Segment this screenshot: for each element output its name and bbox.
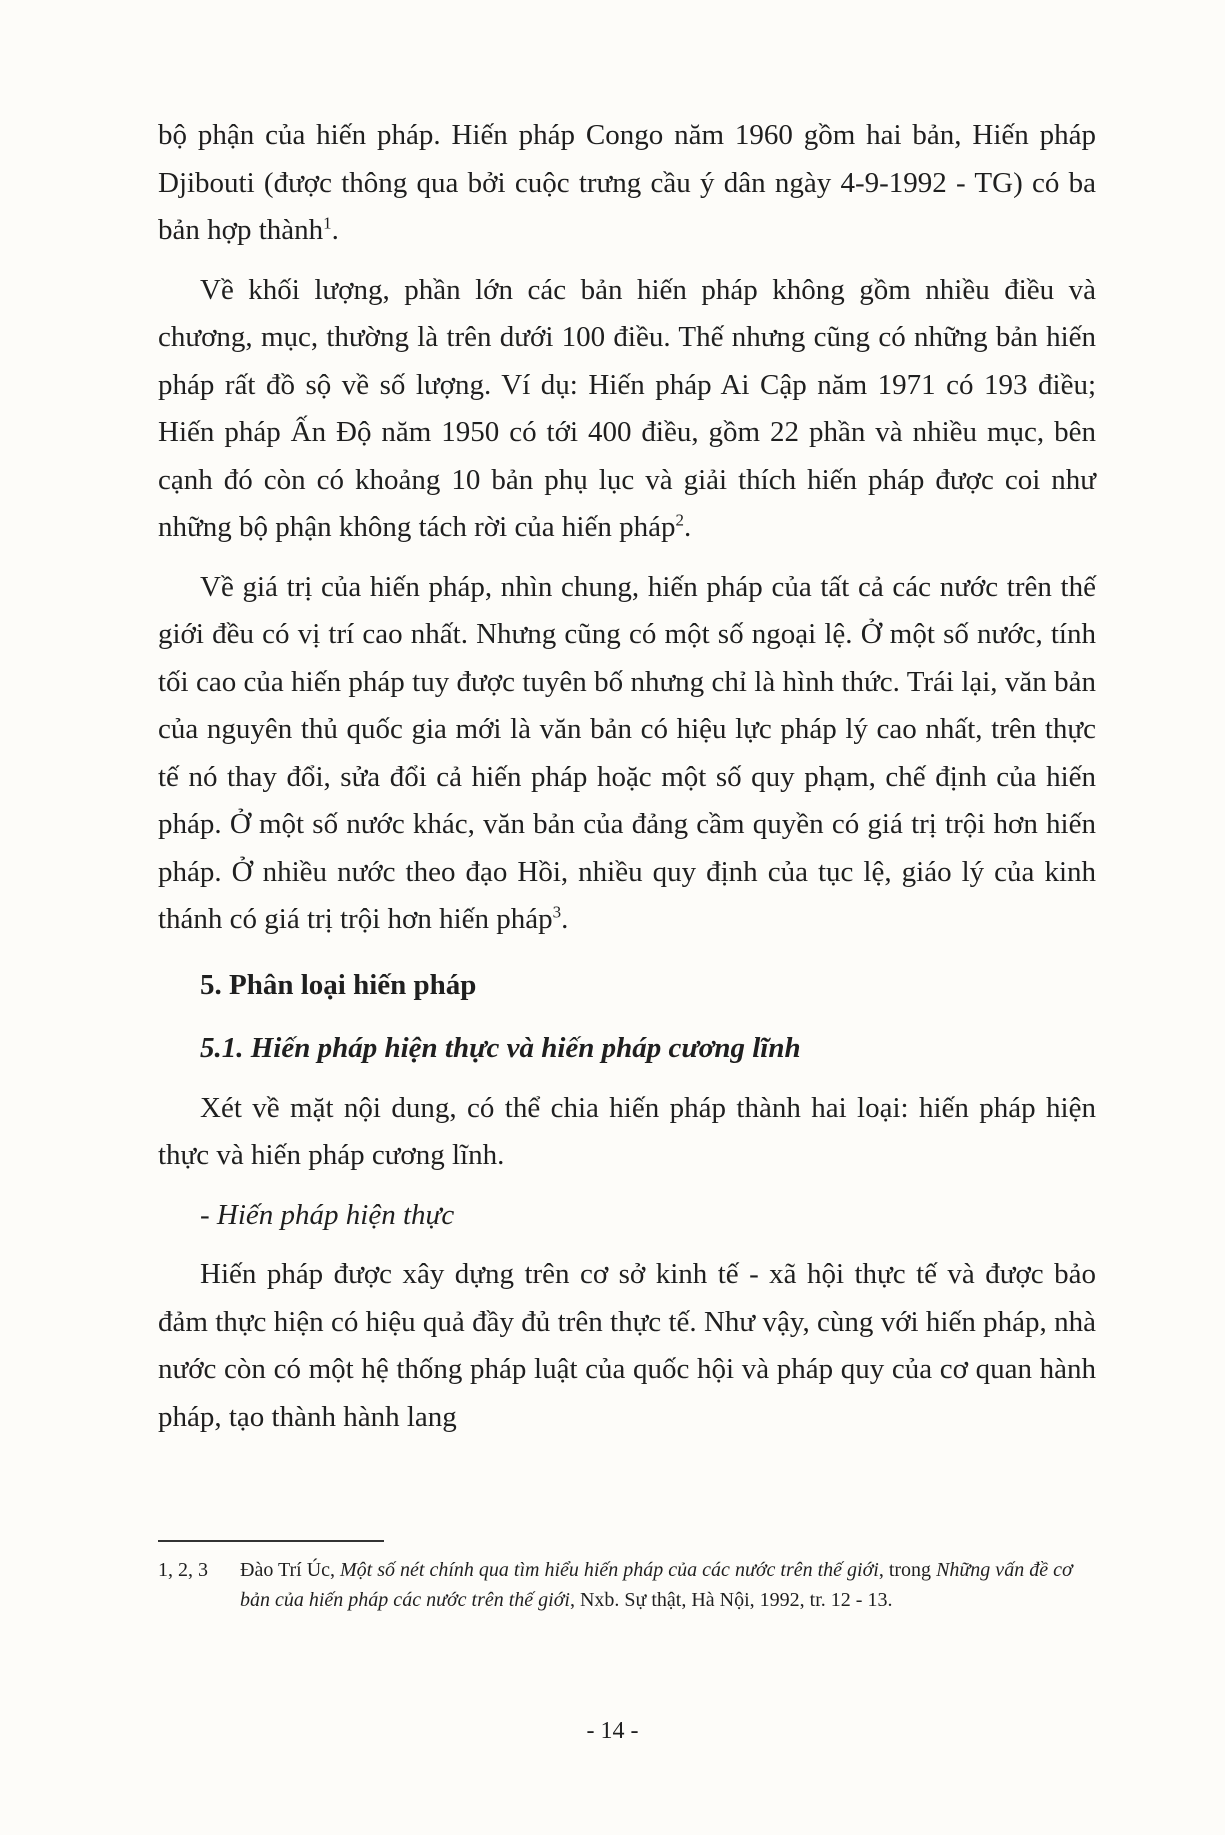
footnote-marks: 1, 2, 3 (158, 1559, 208, 1581)
footnote-text: Đào Trí Úc, Một số nét chính qua tìm hiểu hiến pháp của các nước trên thế giới, trong Những vấn đề cơ bản của hiến pháp các nước trên thế giới, Nxb. Sự thật, Hà Nội, 1992, tr. 12 - 13. (240, 1559, 1073, 1611)
page-number: - 14 - (586, 1718, 639, 1744)
subsection-heading: 5.1. Hiến pháp hiện thực và hiến pháp cương lĩnh (200, 1032, 801, 1064)
footnote-entry (158, 1555, 1093, 1615)
list-item-heading: - Hiến pháp hiện thực (200, 1198, 455, 1231)
footnote-ref-1: 1 (323, 213, 332, 233)
paragraph-content: Xét về mặt nội dung, có thể chia hiến pháp thành hai loại: hiến pháp hiện thực và hiến pháp cương lĩnh. (158, 1091, 1096, 1171)
paragraph-continued: bộ phận của hiến pháp. Hiến pháp Congo năm 1960 gồm hai bản, Hiến pháp Djibouti (được thông qua bởi cuộc trưng cầu ý dân ngày 4-9-1992 - TG) có ba bản hợp thành$^1$. (158, 119, 1096, 246)
footnotes (158, 1555, 1093, 1615)
paragraph-value: Về giá trị của hiến pháp, nhìn chung, hiến pháp của tất cả các nước trên thế giới đều có vị trí cao nhất. Nhưng cũng có một số ngoại lệ. Ở một số nước, tính tối cao của hiến pháp tuy được tuyên bố nhưng chỉ là hình thức. Trái lại, văn bản của nguyên thủ quốc gia mới là văn bản có hiệu lực pháp lý cao nhất, trên thực tế nó thay đổi, sửa đổi cả hiến pháp hoặc một số quy phạm, chế định của hiến pháp. Ở một số nước khác, văn bản của đảng cầm quyền có giá trị trội hơn hiến pháp. Ở nhiều nước theo đạo Hồi, nhiều quy định của tục lệ, giáo lý của kinh thánh có giá trị trội hơn hiến pháp$^3$. (158, 570, 1096, 935)
section-heading: 5. Phân loại hiến pháp (200, 968, 477, 1001)
footnote-ref-3: 3 (552, 902, 562, 922)
paragraph-realistic: Hiến pháp được xây dựng trên cơ sở kinh tế - xã hội thực tế và được bảo đảm thực hiện có hiệu quả đầy đủ trên thực tế. Như vậy, cùng với hiến pháp, nhà nước còn có một hệ thống pháp luật của quốc hội và pháp quy của cơ quan hành pháp, tạo thành hành lang (158, 1258, 1096, 1433)
footnote-ref-2: 2 (675, 510, 684, 530)
body-text (158, 112, 1096, 1453)
footnote-divider (158, 1540, 384, 1542)
paragraph-volume: Về khối lượng, phần lớn các bản hiến pháp không gồm nhiều điều và chương, mục, thường là trên dưới 100 điều. Thế nhưng cũng có những bản hiến pháp rất đồ sộ về số lượng. Ví dụ: Hiến pháp Ai Cập năm 1971 có 193 điều; Hiến pháp Ấn Độ năm 1950 có tới 400 điều, gồm 22 phần và nhiều mục, bên cạnh đó còn có khoảng 10 bản phụ lục và giải thích hiến pháp được coi như những bộ phận không tách rời của hiến pháp$^2$. (158, 273, 1096, 543)
